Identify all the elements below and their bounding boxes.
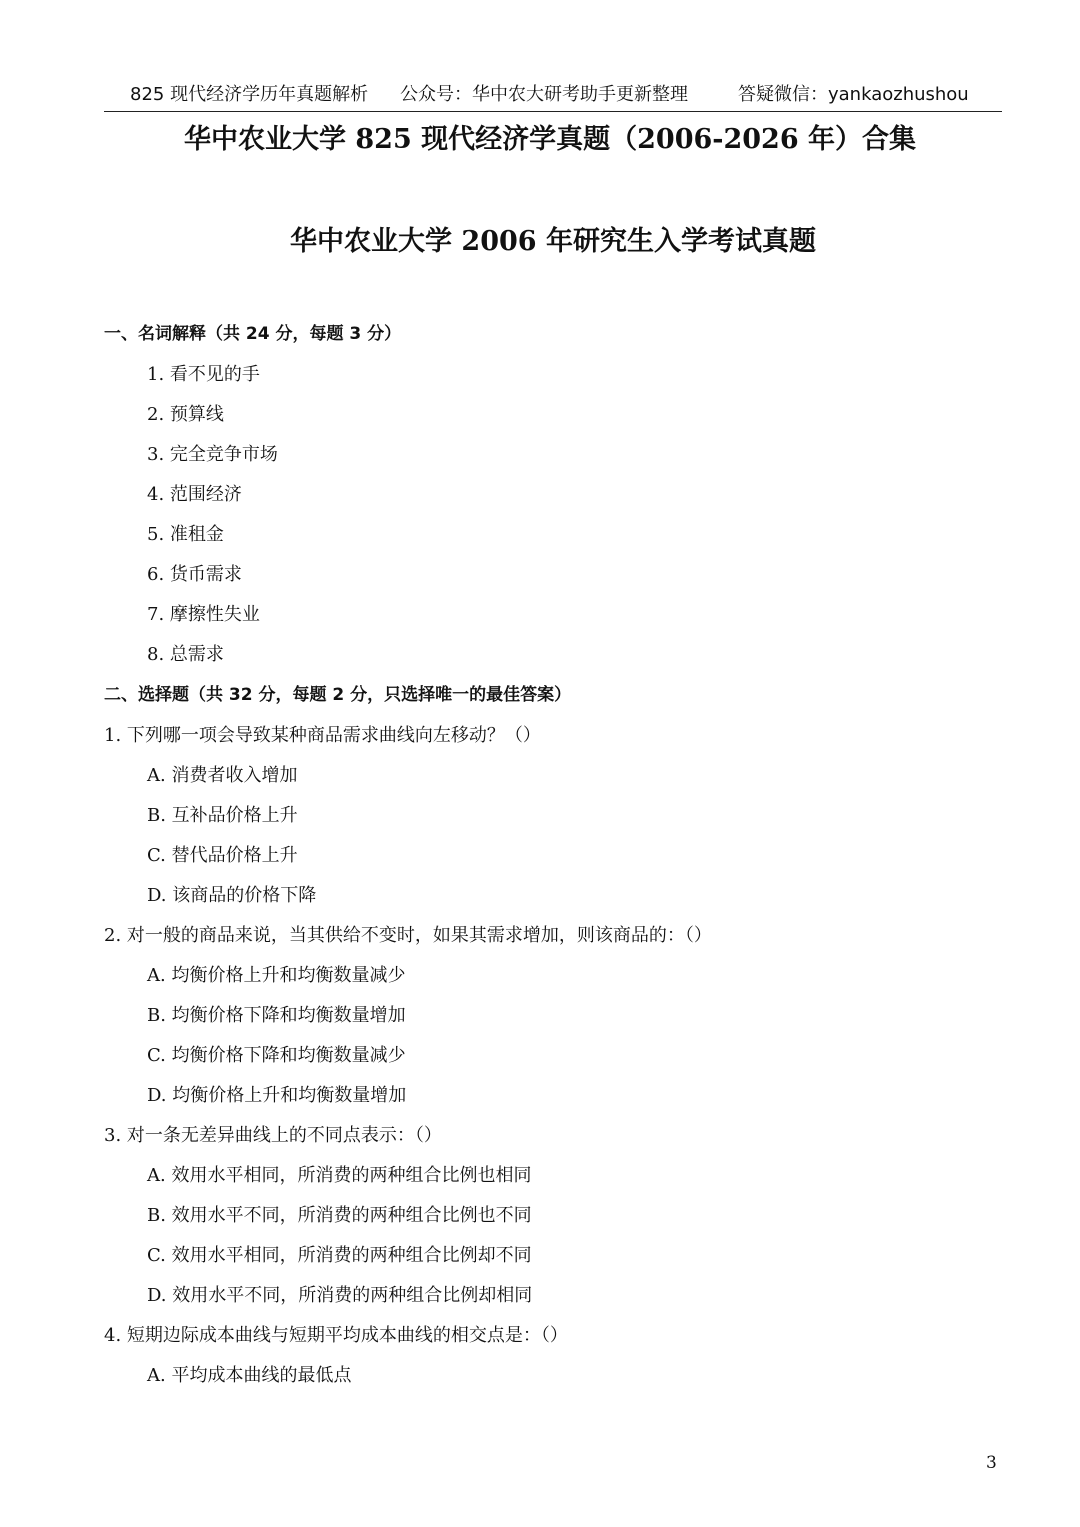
answer-option: A. 均衡价格上升和均衡数量减少 <box>147 965 406 986</box>
answer-option: D. 均衡价格上升和均衡数量增加 <box>147 1085 407 1106</box>
question-stem: 4. 短期边际成本曲线与短期平均成本曲线的相交点是：（） <box>104 1325 568 1346</box>
term-item: 7. 摩擦性失业 <box>147 604 260 625</box>
term-item: 5. 准租金 <box>147 524 224 545</box>
header-right-text: 答疑微信：yankaozhushou <box>738 84 969 105</box>
section-heading-choice: 二、选择题（共 32 分，每题 2 分，只选择唯一的最佳答案） <box>104 685 572 705</box>
running-header <box>104 80 1002 110</box>
term-item: 6. 货币需求 <box>147 564 242 585</box>
term-item: 8. 总需求 <box>147 644 224 665</box>
term-item: 1. 看不见的手 <box>147 364 260 385</box>
answer-option: D. 效用水平不同，所消费的两种组合比例却相同 <box>147 1285 533 1306</box>
term-item: 3. 完全竞争市场 <box>147 444 278 465</box>
header-divider <box>104 111 1002 112</box>
answer-option: D. 该商品的价格下降 <box>147 885 317 906</box>
answer-option: A. 消费者收入增加 <box>147 765 298 786</box>
answer-option: B. 均衡价格下降和均衡数量增加 <box>147 1005 406 1026</box>
exam-title: 华中农业大学 2006 年研究生入学考试真题 <box>290 226 816 257</box>
answer-option: C. 均衡价格下降和均衡数量减少 <box>147 1045 406 1066</box>
answer-option: C. 效用水平相同，所消费的两种组合比例却不同 <box>147 1245 532 1266</box>
term-item: 4. 范围经济 <box>147 484 242 505</box>
question-stem: 3. 对一条无差异曲线上的不同点表示：（） <box>104 1125 442 1146</box>
answer-option: B. 互补品价格上升 <box>147 805 298 826</box>
question-stem: 2. 对一般的商品来说，当其供给不变时，如果其需求增加，则该商品的：（） <box>104 925 712 946</box>
section-heading-terms: 一、名词解释（共 24 分，每题 3 分） <box>104 324 402 344</box>
page-number: 3 <box>986 1453 997 1473</box>
header-left-text: 825 现代经济学历年真题解析 <box>130 84 369 105</box>
term-item: 2. 预算线 <box>147 404 224 425</box>
answer-option: B. 效用水平不同，所消费的两种组合比例也不同 <box>147 1205 532 1226</box>
answer-option: A. 平均成本曲线的最低点 <box>147 1365 352 1386</box>
collection-title: 华中农业大学 825 现代经济学真题（2006-2026 年）合集 <box>183 124 917 155</box>
header-middle-text: 公众号：华中农大研考助手更新整理 <box>400 84 688 105</box>
question-stem: 1. 下列哪一项会导致某种商品需求曲线向左移动？（） <box>104 725 541 746</box>
answer-option: C. 替代品价格上升 <box>147 845 298 866</box>
answer-option: A. 效用水平相同，所消费的两种组合比例也相同 <box>147 1165 532 1186</box>
